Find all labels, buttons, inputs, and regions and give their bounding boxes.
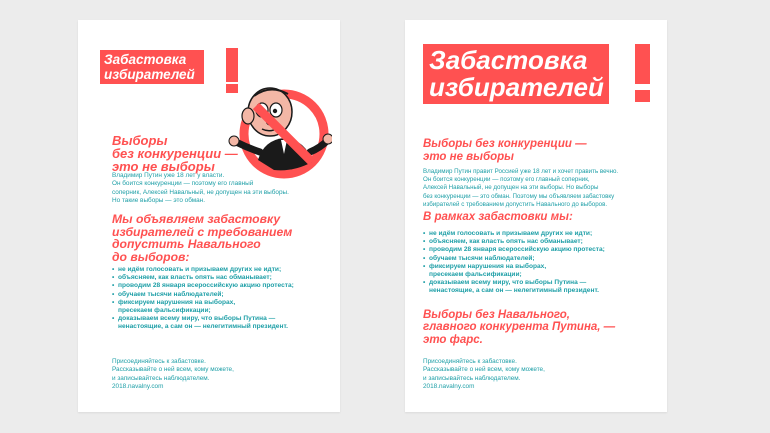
flyer-right <box>405 20 667 412</box>
headline-line: Выборы без Навального, <box>423 309 570 321</box>
body-line: соперник, Алексей Навальный, не допущен на эти выборы. <box>112 188 289 196</box>
exclamation-dot <box>635 90 650 102</box>
footer-line: Рассказывайте о ней всем, кому можете, <box>112 366 234 374</box>
action-list <box>423 230 605 296</box>
body-line: Владимир Путин правит Россией уже 18 лет и хочет править вечно. <box>423 168 619 175</box>
list-item: • фиксируем нарушения на выборах, пресекаем фальсификации; <box>423 263 605 279</box>
headline-line: это фарс. <box>423 333 483 346</box>
headline-line: избирателей с требованием <box>112 224 293 239</box>
headline-no-competition <box>423 138 587 163</box>
flyer-title-line: избирателей <box>104 67 195 82</box>
headline-line: без конкуренции — <box>112 146 238 161</box>
body-paragraph <box>423 168 618 209</box>
footer-line: Присоединяйтесь к забастовке. <box>423 358 517 365</box>
list-item: • доказываем всему миру, что выборы Путина — ненастоящие, а сам он — нелегитимный президент. <box>112 315 294 331</box>
flyer-footer <box>112 358 234 392</box>
footer-line: и записывайтесь наблюдателем. <box>112 374 210 382</box>
list-item: • не идём голосовать и призываем других не идти; <box>112 266 294 274</box>
flyer-left <box>78 20 340 412</box>
headline-strike-announcement <box>112 213 292 263</box>
footer-url[interactable]: 2018.navalny.com <box>423 383 475 391</box>
headline-line: Выборы без конкуренции — <box>423 138 587 150</box>
headline-line: до выборов: <box>112 249 190 264</box>
list-item: • доказываем всему миру, что выборы Путина — ненастоящие, а сам он — нелегитимный президент. <box>423 279 605 295</box>
headline-line: допустить Навального <box>112 237 261 252</box>
footer-url[interactable]: 2018.navalny.com <box>112 383 164 391</box>
list-item: • объясняем, как власть опять нас обманывает; <box>112 274 294 282</box>
action-list <box>112 266 294 332</box>
body-line: Но такие выборы — это обман. <box>112 196 205 204</box>
headline-line: Мы объявляем забастовку <box>112 212 281 226</box>
body-line: Алексей Навальный, не допущен на эти выборы. Но выборы <box>423 184 599 192</box>
body-line: Владимир Путин уже 18 лет у власти. <box>112 172 225 179</box>
body-line: Он боится конкуренции — поэтому его главный соперник, <box>423 176 590 184</box>
headline-line: это не выборы <box>423 150 514 163</box>
list-item: • проводим 28 января всероссийскую акцию протеста; <box>423 246 605 254</box>
flyer-title-line: Забастовка <box>104 52 187 67</box>
list-item: • не идём голосовать и призываем других не идти; <box>423 230 605 238</box>
flyer-footer <box>423 358 545 392</box>
list-item: • обучаем тысячи наблюдателей; <box>423 255 605 263</box>
footer-line: и записывайтесь наблюдателем. <box>423 374 521 382</box>
flyer-title-box <box>100 50 204 84</box>
list-item: • проводим 28 января всероссийскую акцию протеста; <box>112 282 294 290</box>
flyer-title-line: избирателей <box>429 72 604 102</box>
list-item: • объясняем, как власть опять нас обманывает; <box>423 238 605 246</box>
headline-line: главного конкурента Путина, — <box>423 321 616 334</box>
body-line: избирателей с требованием допустить Навального до выборов. <box>423 200 608 208</box>
list-item: • фиксируем нарушения на выборах, пресекаем фальсификации; <box>112 299 294 315</box>
headline-no-competition <box>112 134 238 173</box>
list-item: • обучаем тысячи наблюдателей; <box>112 291 294 299</box>
footer-line: Присоединяйтесь к забастовке. <box>112 358 206 365</box>
caricature-prohibition-illustration <box>224 68 332 184</box>
headline-farce <box>423 309 615 346</box>
flyer-title-line: Забастовка <box>429 45 588 75</box>
body-paragraph <box>112 172 289 205</box>
body-line: без конкуренции — это обман. Поэтому мы объявляем забастовку <box>423 192 615 200</box>
body-line: Он боится конкуренции — поэтому его главный <box>112 180 254 188</box>
headline-line: Выборы <box>112 133 168 148</box>
exclamation-bar <box>635 44 650 84</box>
flyer-title-box <box>423 44 609 104</box>
headline-strike-actions <box>423 211 573 224</box>
headline-line: это не выборы <box>112 159 215 174</box>
headline-line: В рамках забастовки мы: <box>423 211 573 223</box>
footer-line: Рассказывайте о ней всем, кому можете, <box>423 366 545 374</box>
